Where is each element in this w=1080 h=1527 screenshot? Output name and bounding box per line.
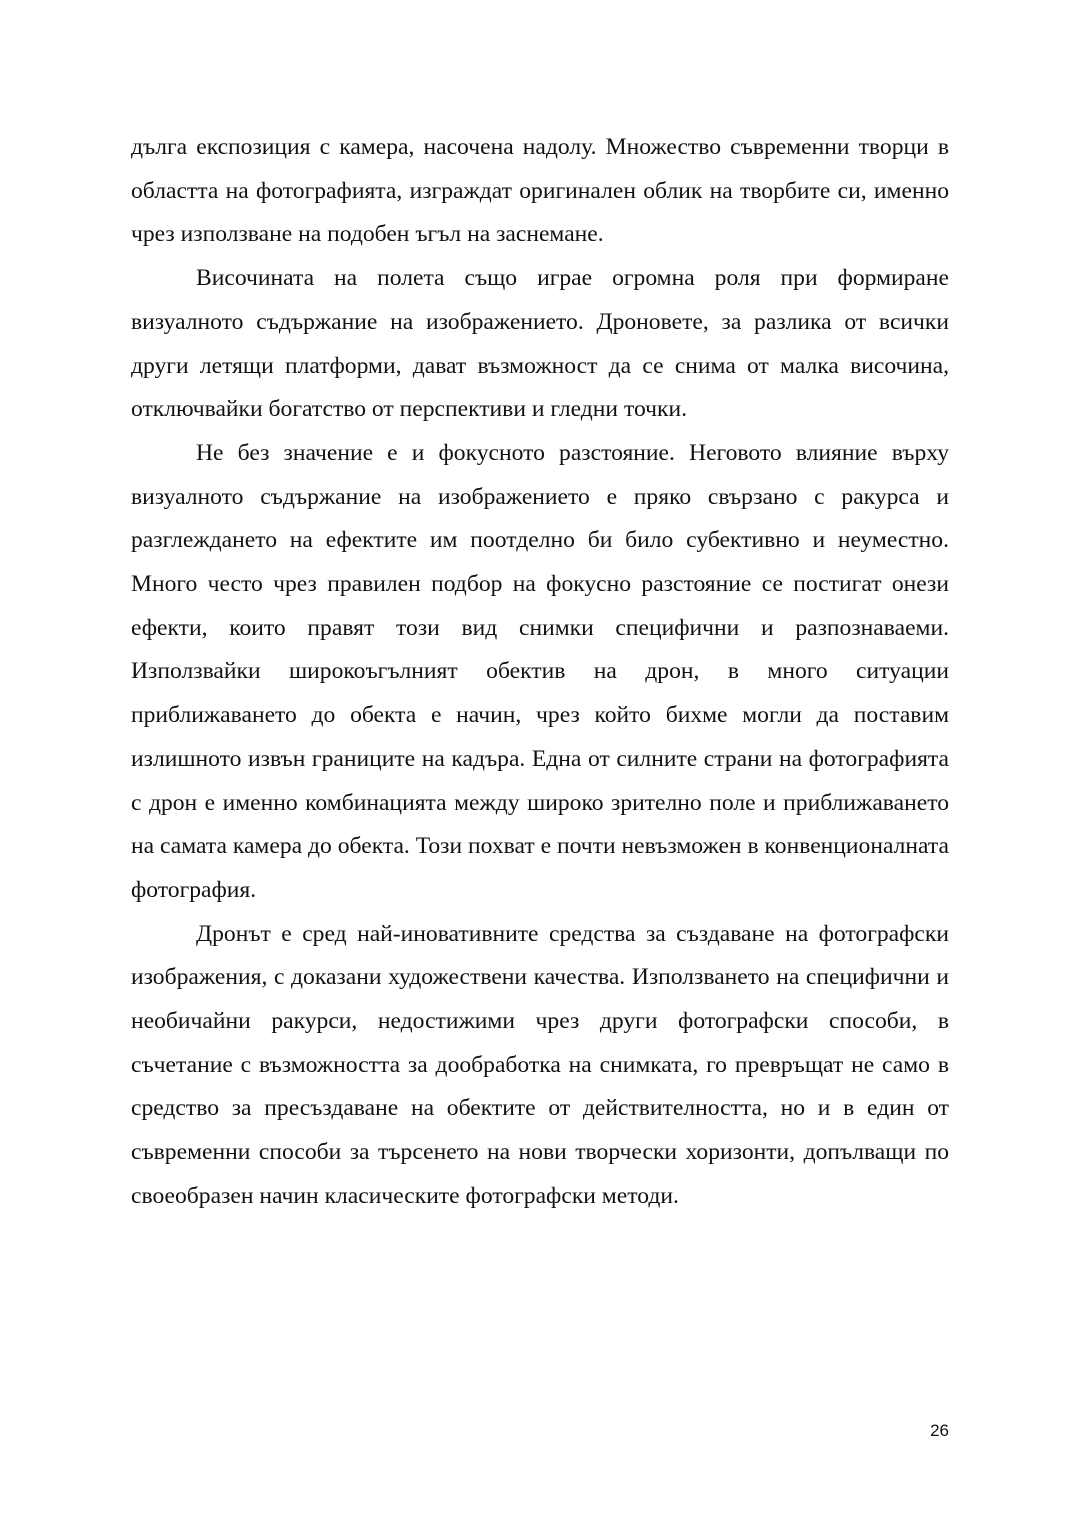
page-number: 26	[930, 1421, 949, 1440]
paragraph-continued: дълга експозиция с камера, насочена надолу. Множество съвременни творци в областта на фотографията, изграждат оригинален облик на творбите си, именно чрез използване на подобен ъгъл на заснемане.	[131, 134, 949, 248]
body-text	[131, 126, 949, 1219]
paragraph-focal-length: Не без значение е и фокусното разстояние. Неговото влияние върху визуалното съдържание на изображението е пряко свързано с ракурса и разглеждането на ефектите им поотделно би било субективно и неуместно. Много често чрез правилен подбор на фокусно разстояние се постигат онези ефекти, които правят този вид снимки специфични и разпознаваеми. Използвайки широкоъгълният обектив на дрон, в много ситуации приближаването до обекта е начин, чрез който бихме могли да поставим излишното извън границите на кадъра. Една от силните страни на фотографията с дрон е именно комбинацията между широко зрително поле и приближаването на самата камера до обекта. Този похват е почти невъзможен в конвенционалната фотография.	[131, 439, 949, 903]
paragraph-flight-height: Височината на полета също играе огромна роля при формиране визуалното съдържание на изображението. Дроновете, за разлика от всички други летящи платформи, дават възможност да се снима от малка височина, отключвайки богатство от перспективи и гледни точки.	[131, 265, 949, 423]
paragraph-conclusion: Дронът е сред най-иновативните средства за създаване на фотографски изображения, с доказани художествени качества. Използването на специфични и необичайни ракурси, недостижими чрез други фотографски способи, в съчетание с възможността за дообработка на снимката, го превръщат не само в средство за пресъздаване на обектите от действителността, но и в един от съвременни способи за търсенето на нови творчески хоризонти, допълващи по своеобразен начин класическите фотографски методи.	[131, 920, 949, 1209]
